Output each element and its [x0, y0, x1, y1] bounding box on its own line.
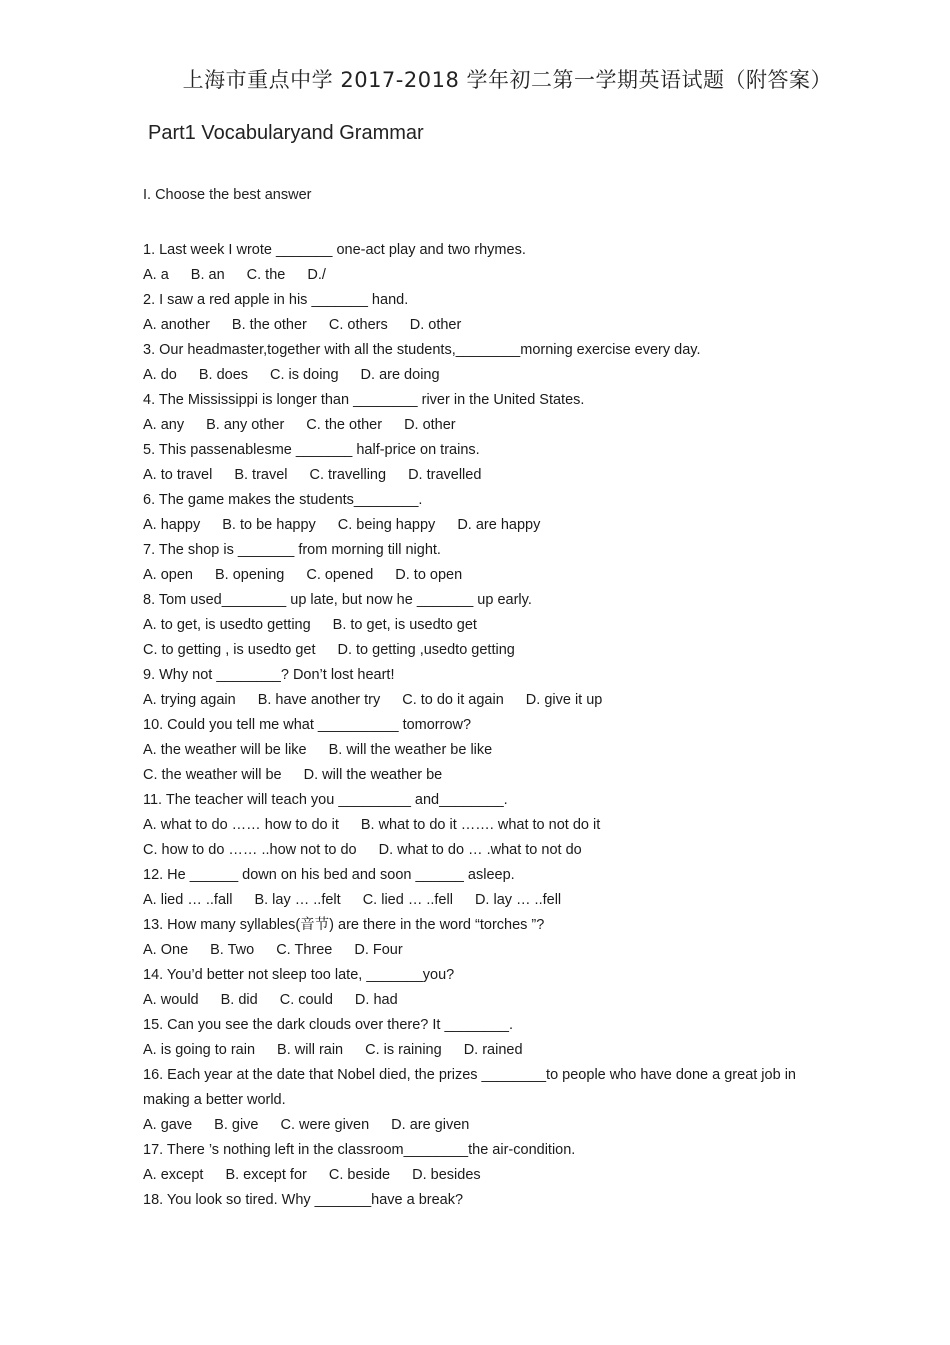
answer-option: D. rained	[463, 1042, 523, 1058]
answer-options	[143, 563, 843, 588]
answer-option: C. were given	[280, 1117, 370, 1133]
answer-option: D. are given	[391, 1117, 470, 1133]
answer-option: C. is raining	[365, 1042, 442, 1058]
answer-option: D. besides	[412, 1167, 481, 1183]
question-text: 5. This passenablesme _______ half-price on trains.	[143, 442, 480, 458]
answer-option: B. to be happy	[222, 517, 316, 533]
answer-option: B. did	[220, 992, 258, 1008]
answer-options	[143, 813, 843, 838]
answer-option: A. trying again	[143, 692, 236, 708]
answer-options	[143, 313, 843, 338]
answer-option: D. give it up	[525, 692, 603, 708]
answer-option: D. are doing	[360, 367, 440, 383]
answer-option: B. will the weather be like	[328, 742, 493, 758]
answer-option: B. except for	[225, 1167, 307, 1183]
answer-option: A. the weather will be like	[143, 742, 307, 758]
answer-option: D. other	[404, 417, 456, 433]
question-text: 2. I saw a red apple in his _______ hand.	[143, 292, 409, 308]
question-text: 11. The teacher will teach you _________ and________.	[143, 792, 508, 808]
answer-option: D. travelled	[408, 467, 482, 483]
answer-option: B. travel	[234, 467, 288, 483]
answer-option: A. lied … ..fall	[143, 892, 233, 908]
answer-option: B. to get, is usedto get	[332, 617, 477, 633]
answer-option: A. would	[143, 992, 199, 1008]
answer-option: D. other	[409, 317, 462, 333]
question-text: 16. Each year at the date that Nobel died, the prizes ________to people who have done a great job in	[143, 1067, 796, 1083]
answer-option: C. opened	[306, 567, 374, 583]
answer-option: C. others	[328, 317, 388, 333]
answer-option: A. happy	[143, 517, 201, 533]
answer-option: A. One	[143, 942, 189, 958]
answer-option: B. give	[214, 1117, 259, 1133]
answer-options	[143, 738, 843, 763]
answer-option: A. any	[143, 417, 185, 433]
answer-options	[143, 1113, 843, 1138]
answer-options	[143, 463, 843, 488]
answer-option: C. is doing	[270, 367, 339, 383]
answer-option: C. to do it again	[402, 692, 504, 708]
answer-option: B. lay … ..felt	[254, 892, 341, 908]
answer-option: C. beside	[328, 1167, 391, 1183]
question-text: 6. The game makes the students________.	[143, 492, 423, 508]
answer-option: C. being happy	[337, 517, 436, 533]
answer-option: C. the	[246, 267, 286, 283]
answer-option: B. an	[190, 267, 225, 283]
answer-option: D. Four	[354, 942, 403, 958]
answer-option: A. to travel	[143, 467, 213, 483]
answer-option: D. lay … ..fell	[474, 892, 562, 908]
question-text: 13. How many syllables(音节) are there in the word “torches ”?	[143, 917, 545, 933]
answer-option: C. to getting , is usedto get	[143, 642, 316, 658]
answer-option: D. to getting ,usedto getting	[337, 642, 515, 658]
answer-options	[143, 513, 843, 538]
answer-option: B. any other	[206, 417, 285, 433]
answer-options	[143, 688, 843, 713]
question-text: 15. Can you see the dark clouds over there? It ________.	[143, 1017, 513, 1033]
answer-option: C. the weather will be	[143, 767, 282, 783]
answer-option: C. lied … ..fell	[362, 892, 453, 908]
answer-options	[143, 413, 843, 438]
answer-option: A. another	[143, 317, 210, 333]
answer-option: A. to get, is usedto getting	[143, 617, 311, 633]
question-text: 10. Could you tell me what __________ tomorrow?	[143, 717, 472, 733]
answer-option: B. does	[198, 367, 249, 383]
answer-options	[143, 888, 843, 913]
answer-option: D. what to do … .what to not do	[378, 842, 582, 858]
section-heading: I. Choose the best answer	[143, 187, 312, 203]
answer-option: C. the other	[306, 417, 383, 433]
answer-option: C. how to do …… ..how not to do	[143, 842, 357, 858]
question-text: 9. Why not ________? Don’t lost heart!	[143, 667, 395, 683]
answer-options	[143, 938, 843, 963]
answer-options	[143, 988, 843, 1013]
answer-option: D. had	[354, 992, 398, 1008]
answer-options	[143, 1163, 843, 1188]
answer-options	[143, 1038, 843, 1063]
answer-option: D./	[307, 267, 326, 283]
answer-options	[143, 638, 843, 663]
answer-option: C. Three	[276, 942, 333, 958]
question-text: 18. You look so tired. Why _______have a break?	[143, 1192, 464, 1208]
answer-options	[143, 263, 843, 288]
answer-option: B. Two	[210, 942, 255, 958]
answer-option: B. have another try	[257, 692, 381, 708]
answer-option: D. are happy	[457, 517, 541, 533]
answer-option: C. travelling	[309, 467, 387, 483]
answer-option: D. will the weather be	[303, 767, 443, 783]
question-text: 12. He ______ down on his bed and soon ______ asleep.	[143, 867, 515, 883]
answer-options	[143, 363, 843, 388]
answer-option: B. opening	[215, 567, 285, 583]
answer-option: C. could	[279, 992, 333, 1008]
answer-option: D. to open	[395, 567, 463, 583]
question-text: 7. The shop is _______ from morning till night.	[143, 542, 441, 558]
answer-option: A. gave	[143, 1117, 193, 1133]
answer-option: B. what to do it ……. what to not do it	[360, 817, 601, 833]
answer-options	[143, 613, 843, 638]
question-text: 3. Our headmaster,together with all the students,________morning exercise every day.	[143, 342, 701, 358]
question-text: making a better world.	[143, 1092, 286, 1108]
answer-options	[143, 763, 843, 788]
part-heading: Part1 Vocabularyand Grammar	[148, 122, 424, 144]
answer-option: A. a	[143, 267, 169, 283]
answer-option: A. open	[143, 567, 193, 583]
question-text: 4. The Mississippi is longer than ________ river in the United States.	[143, 392, 585, 408]
answer-options	[143, 838, 843, 863]
page-title: 上海市重点中学 2017-2018 学年初二第一学期英语试题（附答案）	[182, 68, 832, 92]
answer-option: A. except	[143, 1167, 204, 1183]
question-text: 17. There ’s nothing left in the classroom________the air-condition.	[143, 1142, 576, 1158]
question-text: 14. You’d better not sleep too late, _______you?	[143, 967, 455, 983]
question-text: 1. Last week I wrote _______ one-act play and two rhymes.	[143, 242, 526, 258]
question-text: 8. Tom used________ up late, but now he _______ up early.	[143, 592, 532, 608]
answer-option: A. is going to rain	[143, 1042, 256, 1058]
answer-option: B. the other	[231, 317, 307, 333]
answer-option: A. do	[143, 367, 177, 383]
answer-option: B. will rain	[277, 1042, 344, 1058]
question-list	[143, 238, 843, 1213]
answer-option: A. what to do …… how to do it	[143, 817, 339, 833]
